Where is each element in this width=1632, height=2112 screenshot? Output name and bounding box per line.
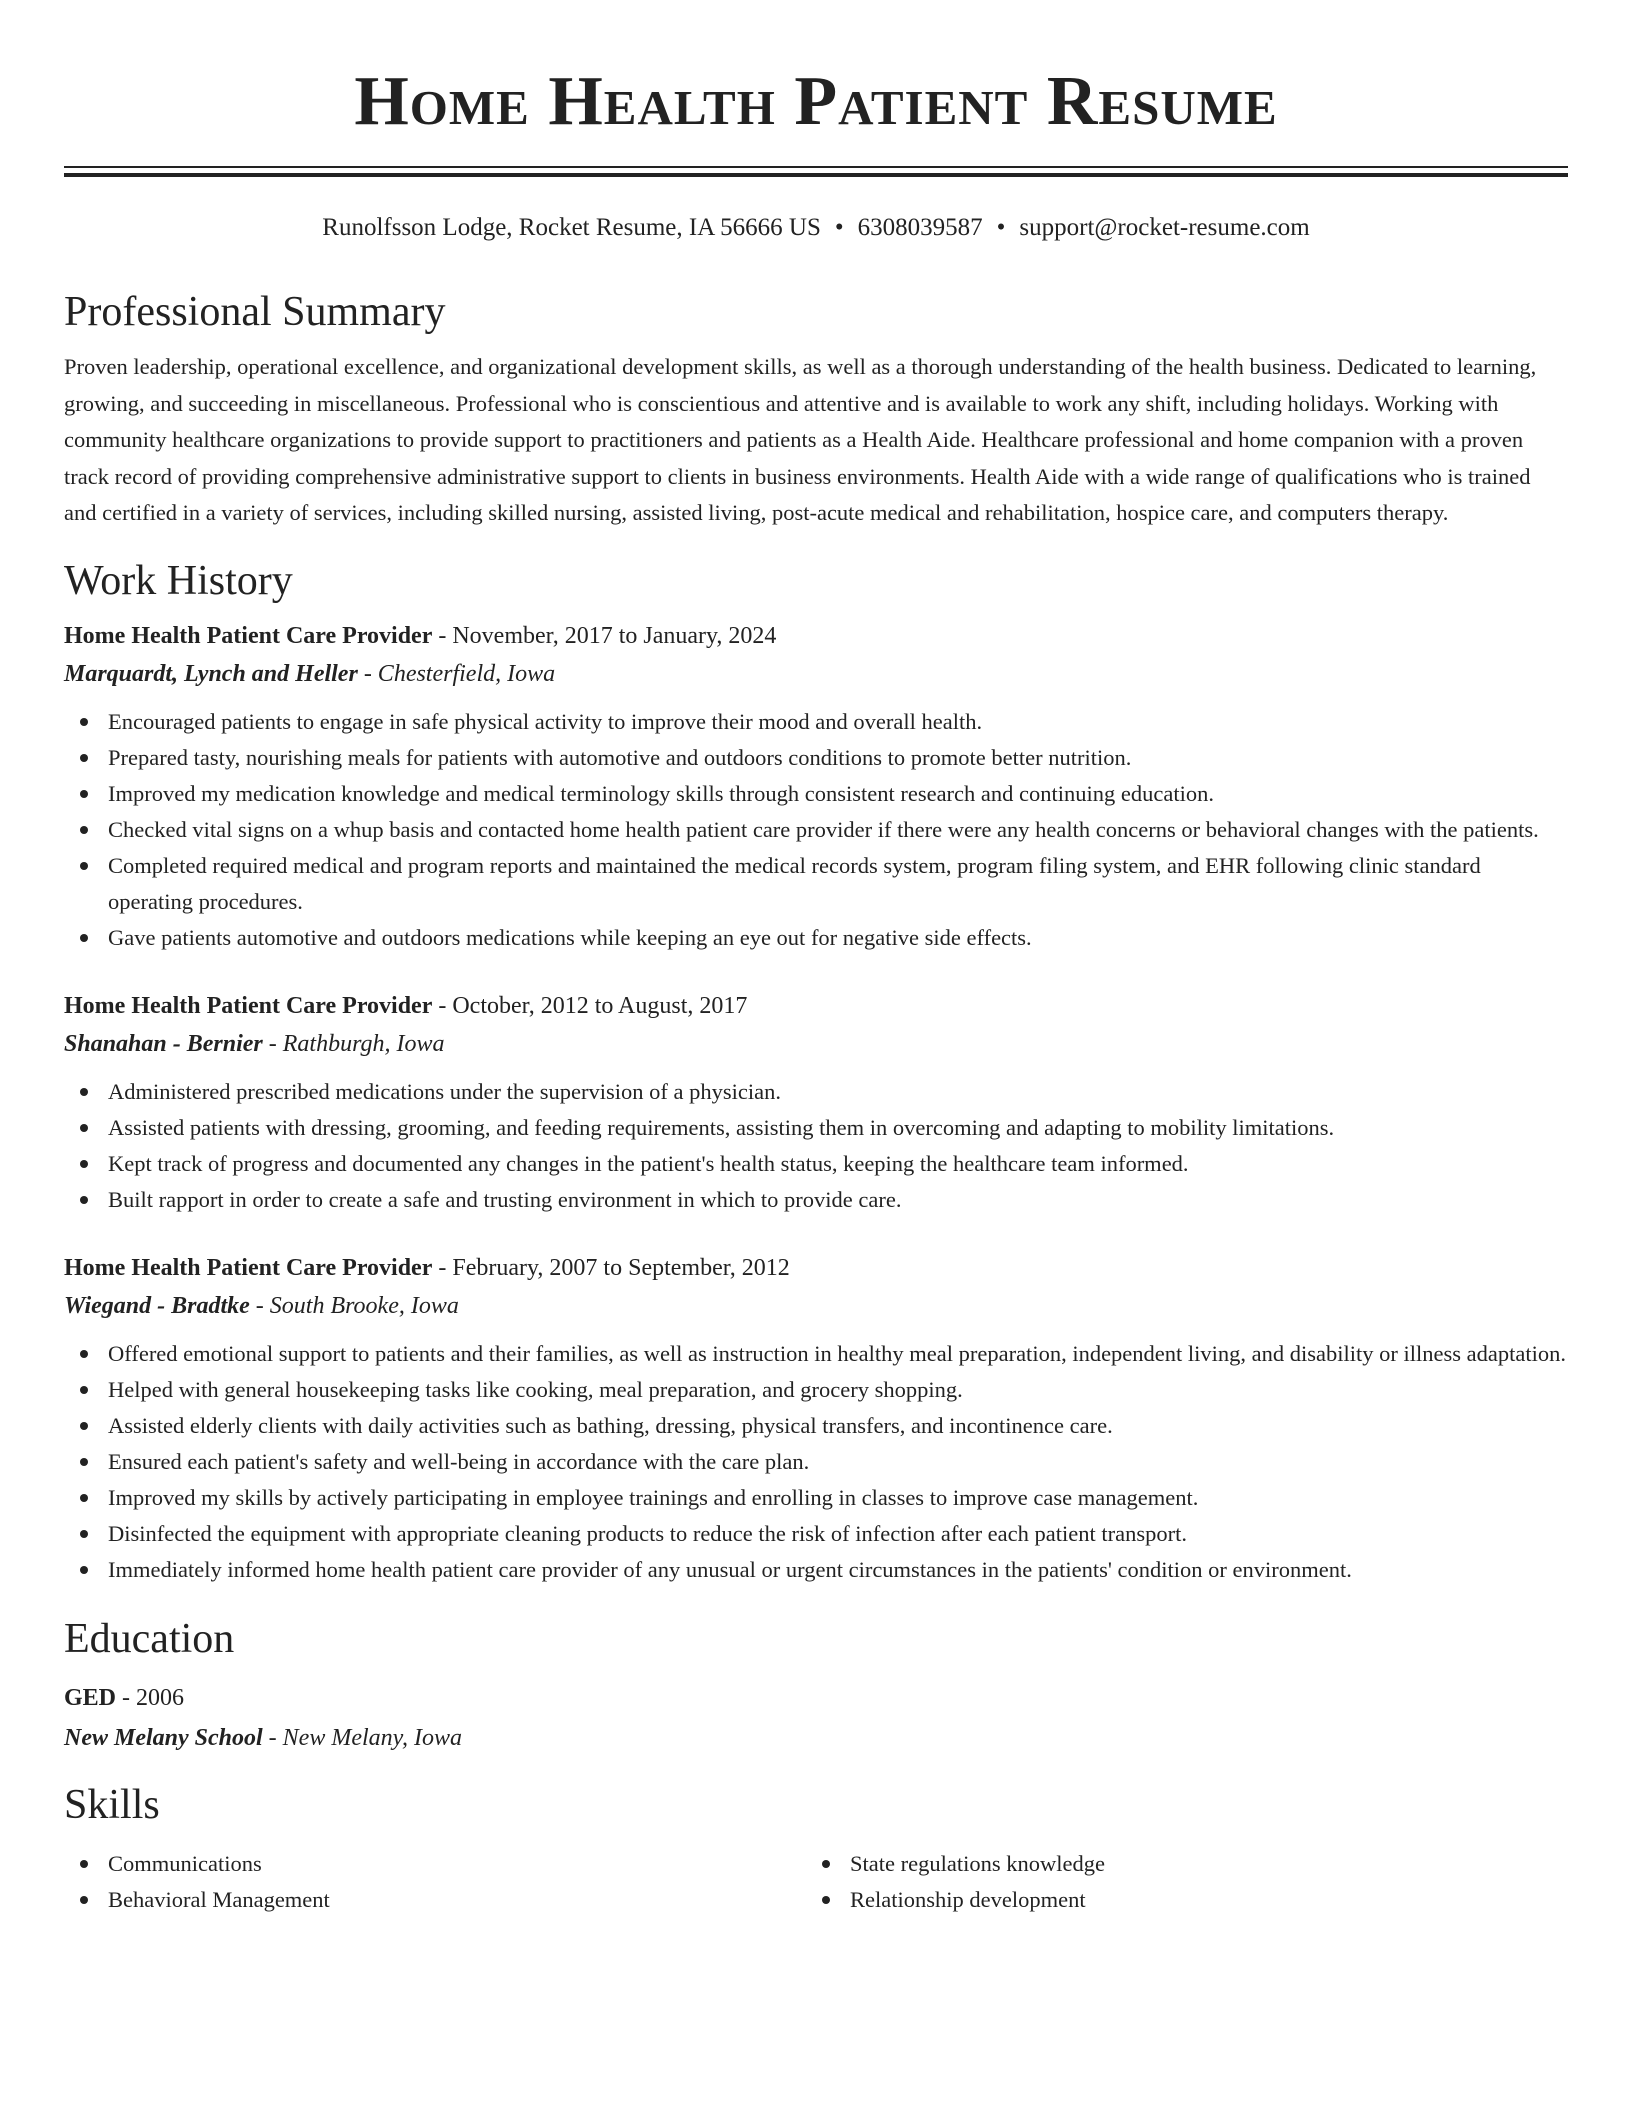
list-item: Helped with general housekeeping tasks like cooking, meal preparation, and grocery shopping. [64,1372,1568,1408]
list-item: Built rapport in order to create a safe and trusting environment in which to provide care. [64,1182,1568,1218]
resume-page [64,0,1568,1918]
job-employer-line [64,658,1568,690]
list-item: Prepared tasty, nourishing meals for patients with automotive and outdoors conditions to promote better nutrition. [64,740,1568,776]
job-dates: - November, 2017 to January, 2024 [432,622,777,649]
contact-line [64,213,1568,243]
job-employer: Shanahan - Bernier [64,1030,263,1057]
list-item: Improved my medication knowledge and medical terminology skills through consistent research and continuing education. [64,776,1568,812]
list-item: Kept track of progress and documented any changes in the patient's health status, keeping the healthcare team informed. [64,1146,1568,1182]
skill-item: Communications [64,1846,806,1882]
summary-text: Proven leadership, operational excellence, and organizational development skills, as well as a thorough understanding of the health business. Dedicated to learning, growing, and succeeding in miscellaneous. Professional who is conscientious and attentive and is available to work any shift, including holidays. Working with community healthcare organizations to provide support to practitioners and patients as a Health Aide. Healthcare professional and home companion with a proven track record of providing comprehensive administrative support to clients in business environments. Health Aide with a wide range of qualifications who is trained and certified in a variety of services, including skilled nursing, assisted living, post-acute medical and rehabilitation, hospice care, and computers therapy. [64,354,1537,525]
skill-item: Behavioral Management [64,1882,806,1918]
job-location: - Rathburgh, Iowa [262,1030,445,1057]
education-school: New Melany School [64,1724,263,1751]
summary-heading: Professional Summary [64,289,446,335]
skills-column-left [64,1846,806,1918]
list-item: Ensured each patient's safety and well-being in accordance with the care plan. [64,1444,1568,1480]
job-title-line [64,1252,1568,1284]
separator-dot: • [996,214,1006,241]
contact-email: support@rocket-resume.com [1019,214,1310,241]
list-item: Checked vital signs on a whup basis and contacted home health patient care provider if there were any health concerns or behavioral changes with the patients. [64,812,1568,848]
education-school-line [64,1722,1568,1754]
education-heading: Education [64,1615,235,1662]
resume-title: Home Health Patient Resume [354,63,1278,140]
list-item: Improved my skills by actively participating in employee trainings and enrolling in classes to improve case management. [64,1480,1568,1516]
contact-phone: 6308039587 [857,214,983,241]
job-title: Home Health Patient Care Provider [64,992,433,1019]
list-item: Immediately informed home health patient care provider of any unusual or urgent circumstances in the patients' condition or environment. [64,1552,1568,1588]
job-dates: - February, 2007 to September, 2012 [432,1254,790,1281]
work-history-heading: Work History [64,557,293,604]
separator-dot: • [834,214,844,241]
job-title-line [64,990,1568,1022]
list-item: Offered emotional support to patients and their families, as well as instruction in healthy meal preparation, independent living, and disability or illness adaptation. [64,1336,1568,1372]
list-item: Disinfected the equipment with appropriate cleaning products to reduce the risk of infection after each patient transport. [64,1516,1568,1552]
job-employer-line [64,1028,1568,1060]
job-bullets [64,1336,1568,1588]
job-location: - Chesterfield, Iowa [357,660,556,687]
contact-address: Runolfsson Lodge, Rocket Resume, IA 56666 US [322,214,821,241]
skill-item: State regulations knowledge [806,1846,1548,1882]
job-dates: - October, 2012 to August, 2017 [432,992,748,1019]
list-item: Assisted patients with dressing, grooming, and feeding requirements, assisting them in overcoming and adapting to mobility limitations. [64,1110,1568,1146]
job-bullets [64,1074,1568,1218]
education-degree-line [64,1682,1568,1714]
job-title-line [64,620,1568,652]
education-degree: GED [64,1684,117,1711]
job-employer-line [64,1290,1568,1322]
list-item: Administered prescribed medications under the supervision of a physician. [64,1074,1568,1110]
education-location: - New Melany, Iowa [262,1724,462,1751]
skills-heading: Skills [64,1781,160,1828]
title-divider [64,166,1568,180]
job-title: Home Health Patient Care Provider [64,622,433,649]
job-bullets [64,704,1568,956]
job-entry [64,1252,1568,1588]
job-employer: Wiegand - Bradtke [64,1292,250,1319]
job-title: Home Health Patient Care Provider [64,1254,433,1281]
skills-column-right [806,1846,1548,1918]
skill-item: Relationship development [806,1882,1548,1918]
list-item: Completed required medical and program reports and maintained the medical records system, program filing system, and EHR following clinic standard operating procedures. [64,848,1568,920]
list-item: Gave patients automotive and outdoors medications while keeping an eye out for negative side effects. [64,920,1568,956]
job-entry [64,990,1568,1218]
education-year: - 2006 [116,1684,185,1711]
job-location: - South Brooke, Iowa [249,1292,459,1319]
skills-grid [64,1846,1568,1918]
list-item: Assisted elderly clients with daily activities such as bathing, dressing, physical transfers, and incontinence care. [64,1408,1568,1444]
job-employer: Marquardt, Lynch and Heller [64,660,358,687]
list-item: Encouraged patients to engage in safe physical activity to improve their mood and overall health. [64,704,1568,740]
job-entry [64,620,1568,956]
